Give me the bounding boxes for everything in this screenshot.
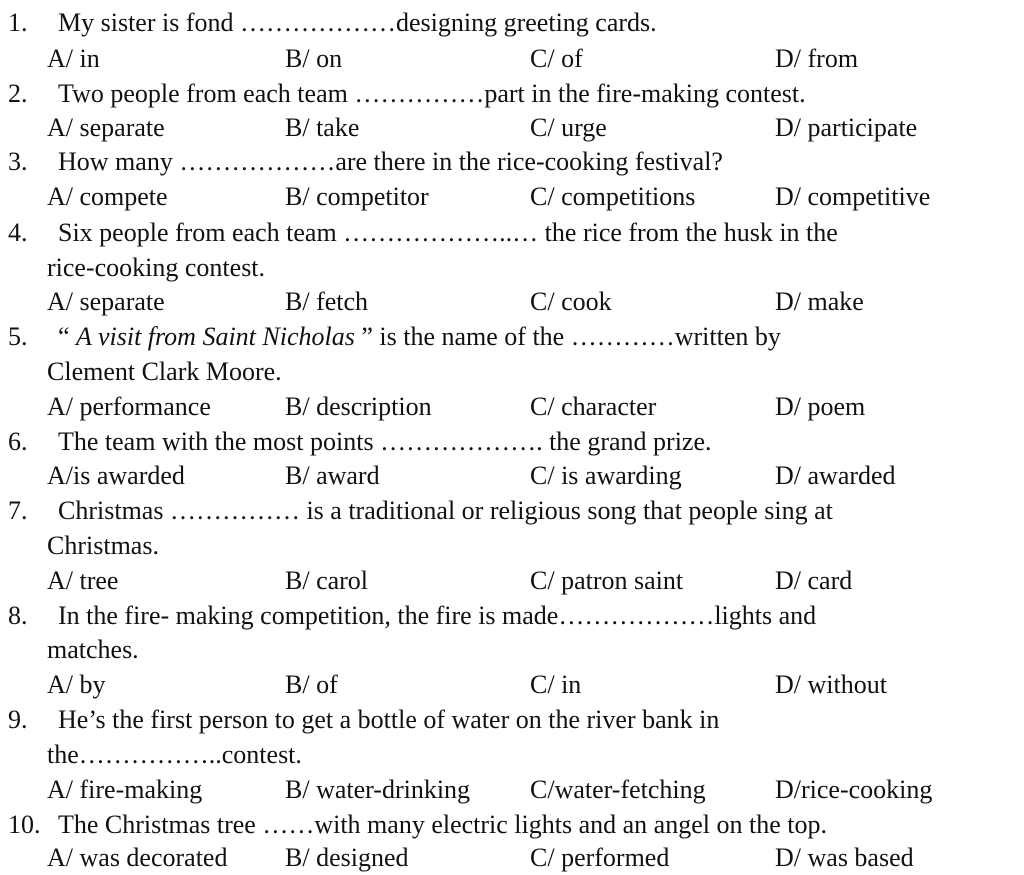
quote-open: “ bbox=[58, 322, 77, 351]
option-a[interactable]: A/ performance bbox=[47, 392, 211, 421]
question-stem: Two people from each team ……………part in the fire-making contest. bbox=[58, 79, 806, 108]
option-b[interactable]: B/ carol bbox=[285, 566, 369, 595]
question-number: 1. bbox=[8, 8, 28, 37]
option-d[interactable]: D/ competitive bbox=[775, 182, 931, 211]
option-a[interactable]: A/ tree bbox=[47, 566, 119, 595]
question-number: 2. bbox=[8, 79, 28, 108]
option-b[interactable]: B/ competitor bbox=[285, 182, 429, 211]
question-stem-continuation: Christmas. bbox=[47, 531, 159, 560]
question-stem: Six people from each team ………………..… the rice from the husk in the bbox=[58, 218, 838, 247]
question-number: 7. bbox=[8, 496, 28, 525]
question-stem: He’s the first person to get a bottle of water on the river bank in bbox=[58, 705, 720, 734]
option-a[interactable]: A/ compete bbox=[47, 182, 168, 211]
question-number: 3. bbox=[8, 147, 28, 176]
option-a[interactable]: A/ separate bbox=[47, 287, 165, 316]
option-a[interactable]: A/is awarded bbox=[47, 461, 185, 490]
question-number: 10. bbox=[8, 810, 41, 839]
option-c[interactable]: C/ performed bbox=[530, 843, 670, 872]
question-number: 5. bbox=[8, 322, 28, 351]
option-a[interactable]: A/ separate bbox=[47, 113, 165, 142]
question-stem-continuation: matches. bbox=[47, 635, 139, 664]
question-stem: The Christmas tree ……with many electric lights and an angel on the top. bbox=[58, 810, 827, 839]
option-b[interactable]: B/ description bbox=[285, 392, 432, 421]
question-stem-continuation: Clement Clark Moore. bbox=[47, 357, 282, 386]
option-d[interactable]: D/ from bbox=[775, 44, 859, 73]
question-number: 4. bbox=[8, 218, 28, 247]
option-b[interactable]: B/ award bbox=[285, 461, 380, 490]
question-number: 9. bbox=[8, 705, 28, 734]
option-d[interactable]: D/ participate bbox=[775, 113, 918, 142]
question-stem: How many ………………are there in the rice-cooking festival? bbox=[58, 147, 723, 176]
question-number: 6. bbox=[8, 427, 28, 456]
option-c[interactable]: C/ is awarding bbox=[530, 461, 682, 490]
option-b[interactable]: B/ designed bbox=[285, 843, 409, 872]
question-stem: Christmas …………… is a traditional or religious song that people sing at bbox=[58, 496, 833, 525]
question-stem: The team with the most points ………………. the grand prize. bbox=[58, 427, 712, 456]
option-d[interactable]: D/ poem bbox=[775, 392, 866, 421]
option-b[interactable]: B/ take bbox=[285, 113, 360, 142]
option-a[interactable]: A/ fire-making bbox=[47, 775, 203, 804]
poem-title: A visit from Saint Nicholas bbox=[76, 322, 355, 351]
question-stem-continuation: the……………..contest. bbox=[47, 740, 302, 769]
option-d[interactable]: D/ card bbox=[775, 566, 853, 595]
question-stem bbox=[58, 320, 781, 354]
question-stem-continuation: rice-cooking contest. bbox=[47, 253, 266, 282]
option-b[interactable]: B/ of bbox=[285, 670, 338, 699]
option-c[interactable]: C/ of bbox=[530, 44, 583, 73]
option-a[interactable]: A/ in bbox=[47, 44, 100, 73]
option-d[interactable]: D/ was based bbox=[775, 843, 914, 872]
question-stem: In the fire- making competition, the fire is made………………lights and bbox=[58, 601, 817, 630]
question-stem: My sister is fond ………………designing greeting cards. bbox=[58, 8, 657, 37]
option-a[interactable]: A/ was decorated bbox=[47, 843, 228, 872]
option-a[interactable]: A/ by bbox=[47, 670, 106, 699]
option-c[interactable]: C/ patron saint bbox=[530, 566, 684, 595]
option-d[interactable]: D/ awarded bbox=[775, 461, 896, 490]
option-c[interactable]: C/ competitions bbox=[530, 182, 696, 211]
stem-rest: ” is the name of the …………written by bbox=[354, 322, 781, 351]
option-b[interactable]: B/ on bbox=[285, 44, 343, 73]
option-c[interactable]: C/water-fetching bbox=[530, 775, 706, 804]
question-number: 8. bbox=[8, 601, 28, 630]
option-c[interactable]: C/ character bbox=[530, 392, 657, 421]
option-c[interactable]: C/ urge bbox=[530, 113, 607, 142]
option-c[interactable]: C/ cook bbox=[530, 287, 612, 316]
option-b[interactable]: B/ fetch bbox=[285, 287, 369, 316]
option-d[interactable]: D/rice-cooking bbox=[775, 775, 933, 804]
option-d[interactable]: D/ without bbox=[775, 670, 887, 699]
option-c[interactable]: C/ in bbox=[530, 670, 582, 699]
option-b[interactable]: B/ water-drinking bbox=[285, 775, 471, 804]
option-d[interactable]: D/ make bbox=[775, 287, 864, 316]
